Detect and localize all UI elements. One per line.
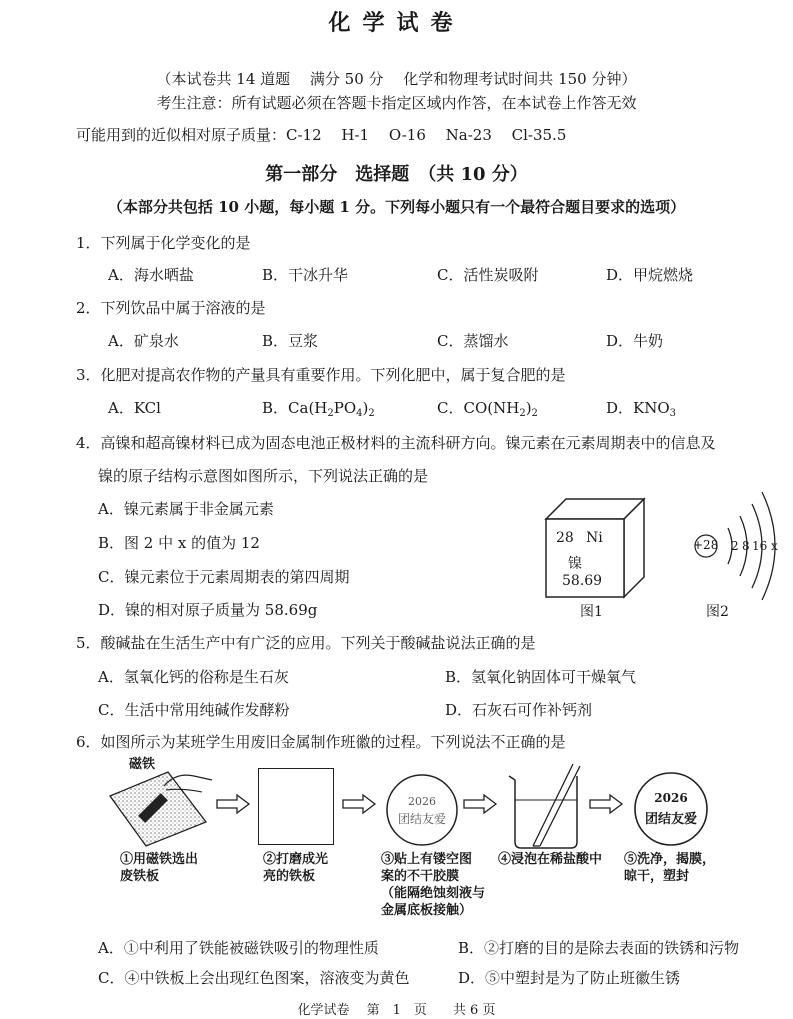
atom-shell-1: 2 bbox=[731, 539, 739, 553]
scrap-iron-plate-illustration bbox=[106, 768, 218, 848]
atomic-masses: 可能用到的近似相对原子质量：C-12 H-1 O-16 Na-23 Cl-35.5 bbox=[76, 126, 567, 144]
q5-option-d: D．石灰石可作补钙剂 bbox=[445, 701, 593, 719]
atom-shell-3: 16 bbox=[752, 539, 768, 553]
q2-option-b: B．豆浆 bbox=[262, 332, 319, 350]
q2-option-d: D．牛奶 bbox=[606, 332, 664, 350]
process-arrow bbox=[215, 794, 251, 814]
polished-iron-plate-illustration bbox=[258, 768, 334, 845]
q4-option-a: A．镍元素属于非金属元素 bbox=[98, 500, 274, 518]
atom-nucleus: +28 bbox=[693, 538, 719, 552]
element-symbol: Ni bbox=[586, 530, 603, 546]
step-5-caption: ⑤洗净，揭膜， 晾干，塑封 bbox=[624, 852, 716, 884]
section-note: （本部分共包括 10 小题，每小题 1 分。下列每小题只有一个最符合题目要求的选项） bbox=[107, 198, 686, 216]
figure1-caption: 图1 bbox=[580, 604, 603, 620]
q3-option-c: C．$CO(NH_2)_2$ bbox=[437, 399, 538, 419]
q3-option-a: A．KCl bbox=[108, 399, 161, 417]
q4-option-c: C．镍元素位于元素周期表的第四周期 bbox=[98, 568, 350, 586]
section-title: 第一部分 选择题 （共 10 分） bbox=[265, 164, 528, 185]
exam-info: （本试卷共 14 道题 满分 50 分 化学和物理考试时间共 150 分钟） bbox=[156, 70, 637, 88]
element-name: 镍 bbox=[568, 556, 582, 572]
page-footer: 化学试卷 第 1 页 共 6 页 bbox=[297, 1003, 496, 1018]
q5-option-a: A．氢氧化钙的俗称是生石灰 bbox=[98, 668, 289, 686]
question-4-stem-line1: 4．高镍和超高镍材料已成为固态电池正极材料的主流科研方向。镍元素在元素周期表中的信息及 bbox=[76, 434, 716, 452]
q6-option-c: C．④中铁板上会出现红色图案，溶液变为黄色 bbox=[98, 969, 410, 987]
atom-shell-4: x bbox=[771, 539, 778, 553]
q6-option-b: B．②打磨的目的是除去表面的铁锈和污物 bbox=[458, 939, 740, 957]
beaker-with-acid-illustration bbox=[503, 760, 585, 852]
figure2-caption: 图2 bbox=[706, 604, 729, 620]
q3-option-d: D．$KNO_3$ bbox=[606, 399, 677, 419]
step-2-caption: ②打磨成光 亮的铁板 bbox=[263, 852, 329, 884]
exam-notice: 考生注意：所有试题必须在答题卡指定区域内作答，在本试卷上作答无效 bbox=[156, 94, 637, 112]
element-number: 28 bbox=[556, 530, 574, 546]
film-badge-motto: 团结友爱 bbox=[397, 812, 446, 826]
question-2-stem: 2．下列饮品中属于溶液的是 bbox=[76, 299, 266, 317]
question-6-stem: 6．如图所示为某班学生用废旧金属制作班徽的过程。下列说法不正确的是 bbox=[76, 733, 566, 751]
q1-option-c: C．活性炭吸附 bbox=[437, 266, 539, 284]
step-4-caption: ④浸泡在稀盐酸中 bbox=[498, 852, 603, 867]
q1-option-d: D．甲烷燃烧 bbox=[606, 266, 694, 284]
question-5-stem: 5．酸碱盐在生活生产中有广泛的应用。下列关于酸碱盐说法正确的是 bbox=[76, 634, 536, 652]
q6-option-a: A．①中利用了铁能被磁铁吸引的物理性质 bbox=[98, 939, 379, 957]
question-3-stem: 3．化肥对提高农作物的产量具有重要作用。下列化肥中，属于复合肥的是 bbox=[76, 366, 566, 384]
magnet-label: 磁铁 bbox=[129, 757, 156, 772]
film-badge-year: 2026 bbox=[408, 795, 436, 808]
process-arrow bbox=[341, 794, 377, 814]
step-3-caption: ③贴上有镂空图 案的不干胶膜 （能隔绝蚀刻液与 金属底板接触） bbox=[381, 852, 486, 918]
q6-option-d: D．⑤中塑封是为了防止班徽生锈 bbox=[458, 969, 681, 987]
q2-option-c: C．蒸馏水 bbox=[437, 332, 509, 350]
q4-option-d: D．镍的相对原子质量为 58.69g bbox=[98, 601, 318, 619]
step-1-caption: ①用磁铁选出 废铁板 bbox=[120, 852, 199, 884]
q1-option-a: A．海水晒盐 bbox=[108, 266, 194, 284]
badge-motto: 团结友爱 bbox=[644, 812, 697, 827]
process-arrow bbox=[462, 794, 498, 814]
element-mass: 58.69 bbox=[562, 573, 603, 589]
q2-option-a: A．矿泉水 bbox=[108, 332, 179, 350]
process-arrow bbox=[588, 794, 624, 814]
page-title: 化学试卷 bbox=[328, 10, 465, 36]
q3-option-b: B．$Ca(H_2PO_4)_2$ bbox=[262, 399, 375, 419]
q5-option-b: B．氢氧化钠固体可干燥氧气 bbox=[445, 668, 637, 686]
atom-shell-2: 8 bbox=[742, 539, 750, 553]
q1-option-b: B．干冰升华 bbox=[262, 266, 349, 284]
badge-year: 2026 bbox=[654, 791, 688, 805]
question-4-stem-line2: 镍的原子结构示意图如图所示，下列说法正确的是 bbox=[98, 467, 429, 485]
q5-option-c: C．生活中常用纯碱作发酵粉 bbox=[98, 701, 290, 719]
q4-option-b: B．图 2 中 x 的值为 12 bbox=[98, 534, 260, 552]
question-1-stem: 1．下列属于化学变化的是 bbox=[76, 234, 251, 252]
